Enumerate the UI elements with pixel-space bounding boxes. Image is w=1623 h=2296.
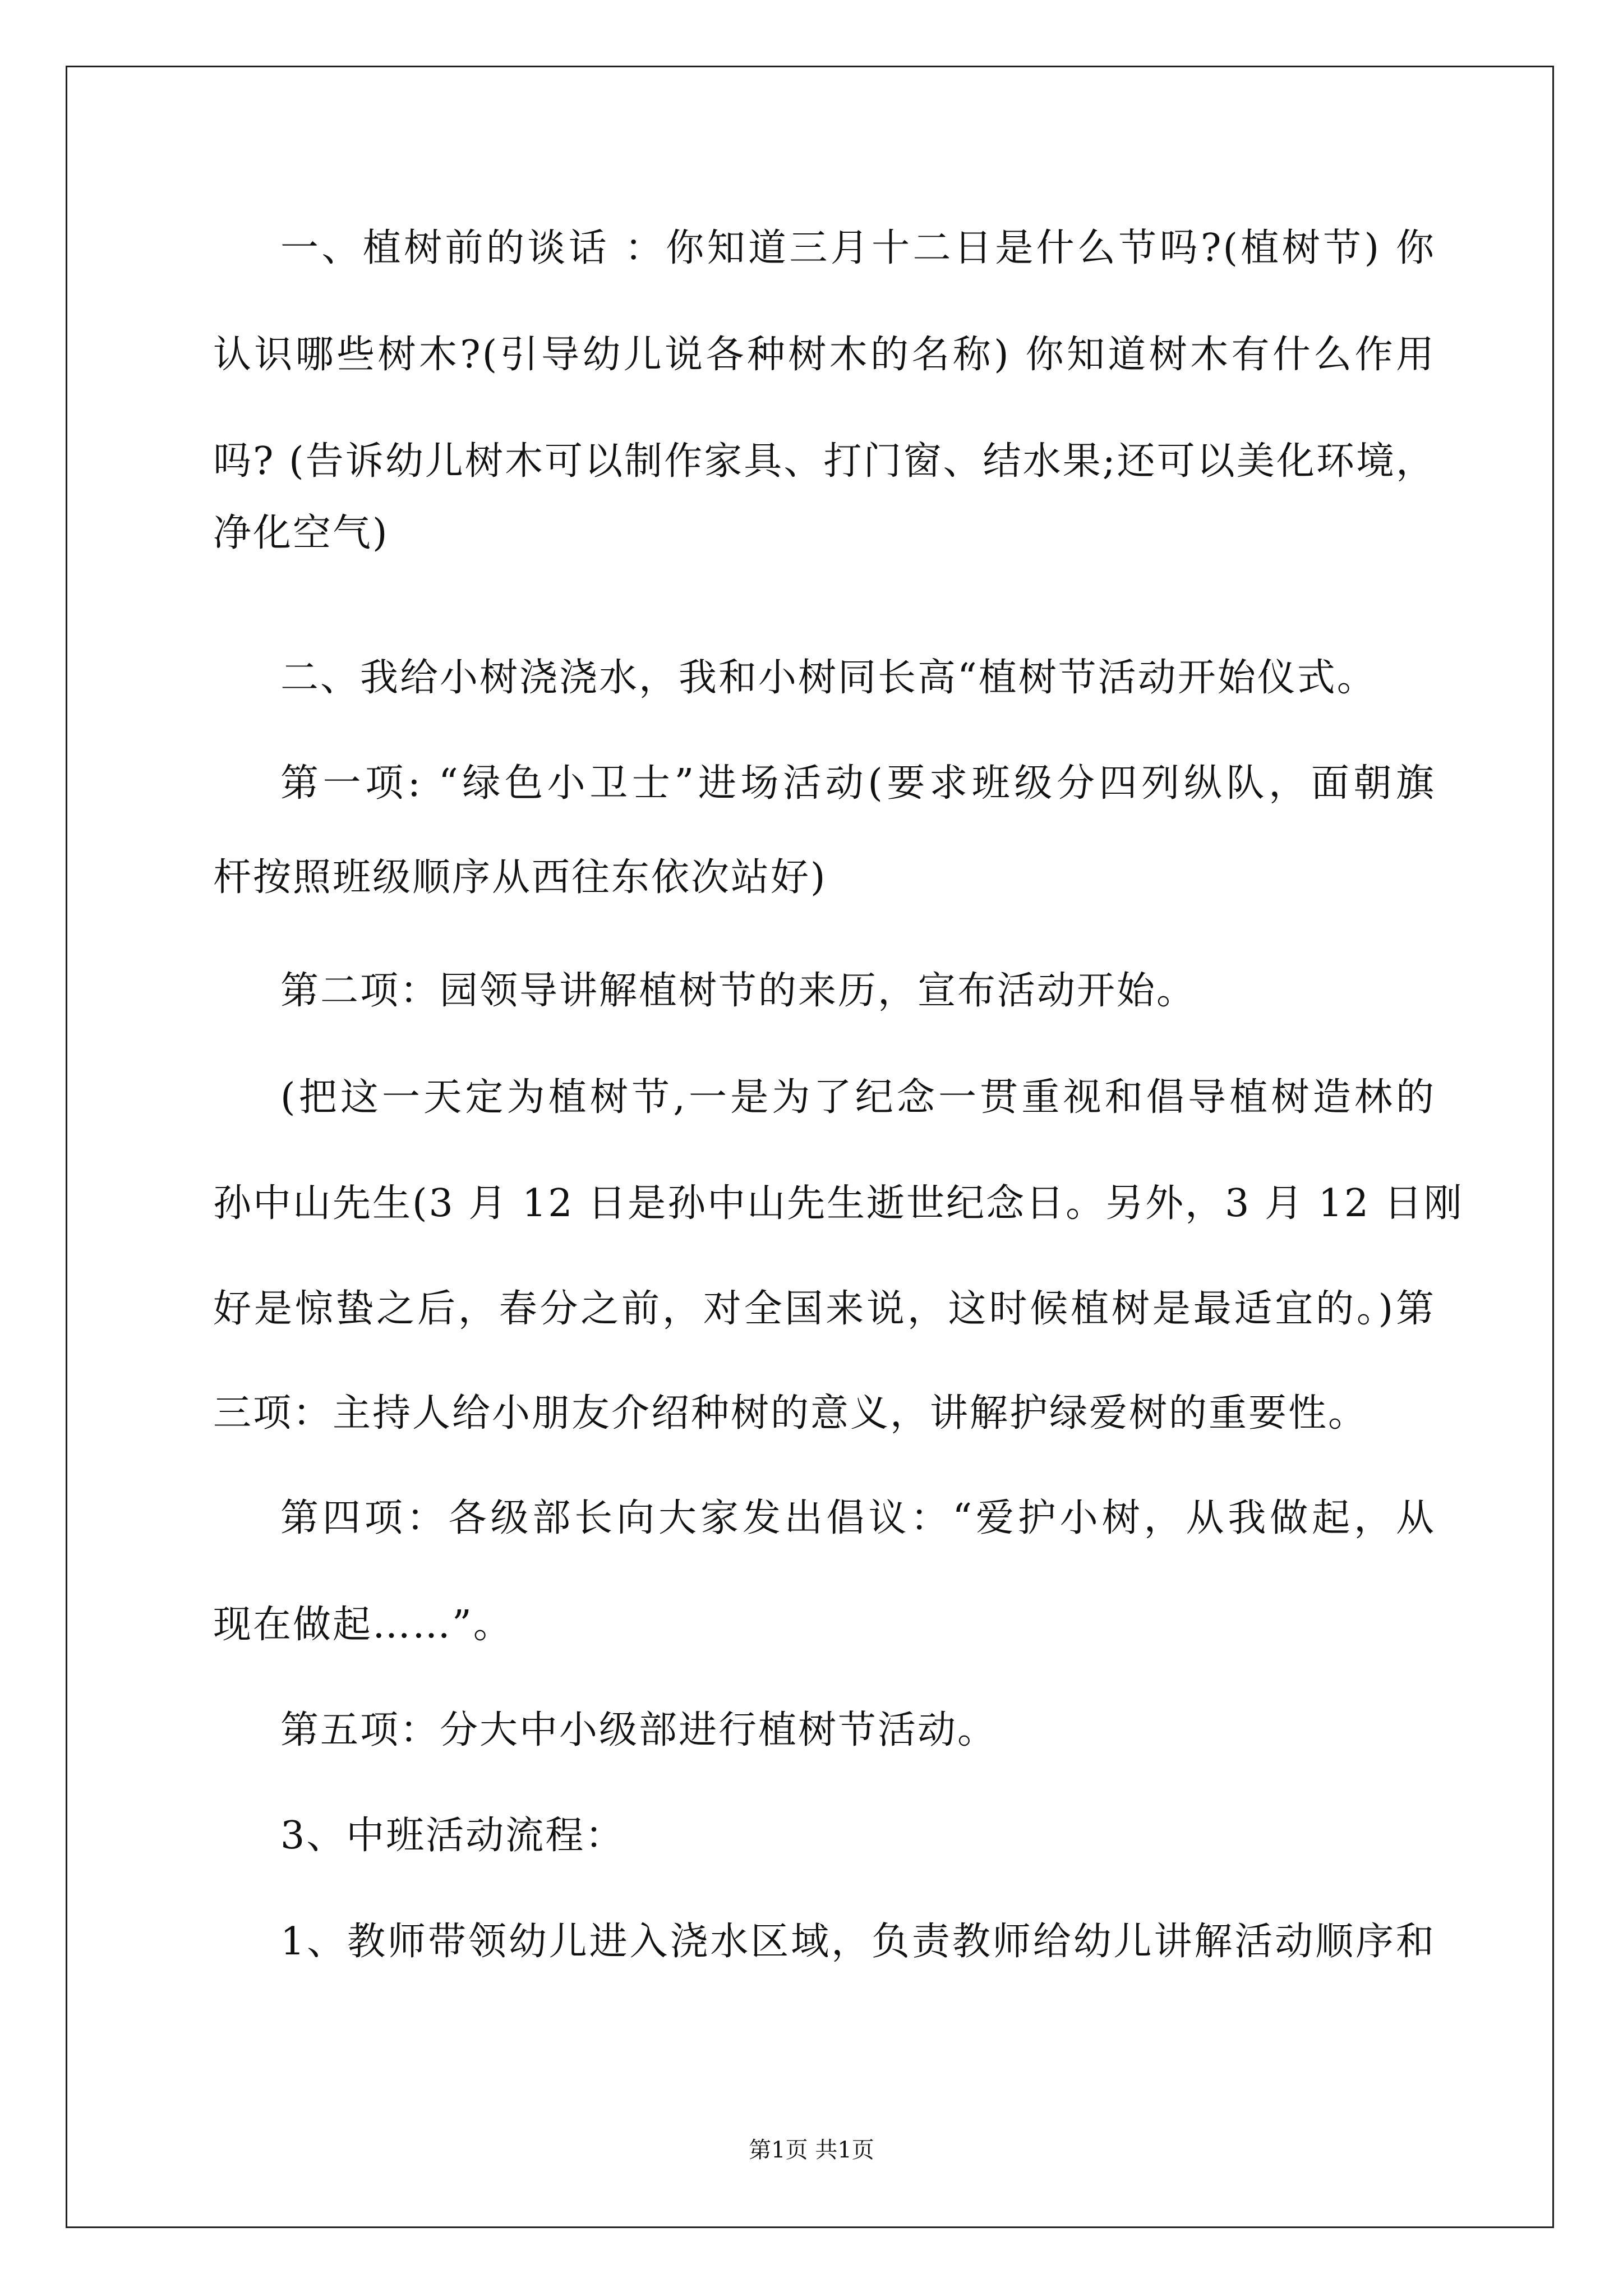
paragraph-line: 第五项：分大中小级部进行植树节活动。 — [280, 1708, 998, 1752]
paragraph-line: 1、教师带领幼儿进入浇水区域，负责教师给幼儿讲解活动顺序和 — [280, 1920, 1436, 1964]
paragraph-line: (把这一天定为植树节,一是为了纪念一贯重视和倡导植树造林的 — [280, 1075, 1436, 1120]
paragraph-line: 二、我给小树浇浇水，我和小树同长高“植树节活动开始仪式。 — [280, 656, 1377, 700]
paragraph-line: 吗? (告诉幼儿树木可以制作家具、打门窗、结水果;还可以美化环境， — [213, 439, 1436, 484]
paragraph-line: 第四项：各级部长向大家发出倡议：“爱护小树，从我做起，从 — [280, 1496, 1436, 1540]
paragraph-line: 一、植树前的谈话 ：你知道三月十二日是什么节吗?(植树节) 你 — [280, 226, 1436, 270]
paragraph-line: 现在做起……”。 — [213, 1603, 513, 1647]
paragraph-line: 孙中山先生(3 月 12 日是孙中山先生逝世纪念日。另外，3 月 12 日刚 — [213, 1181, 1464, 1226]
paragraph-line: 三项：主持人给小朋友介绍种树的意义，讲解护绿爱树的重要性。 — [213, 1391, 1368, 1435]
page-number-footer: 第1页 共1页 — [749, 2137, 874, 2163]
paragraph-line: 杆按照班级顺序从西往东依次站好) — [213, 855, 827, 900]
paragraph-line: 好是惊蛰之后，春分之前，对全国来说，这时候植树是最适宜的。)第 — [213, 1287, 1436, 1331]
page-border — [66, 66, 1554, 2228]
paragraph-line: 净化空气) — [213, 511, 389, 555]
paragraph-line: 第一项: “绿色小卫士”进场活动(要求班级分四列纵队，面朝旗 — [280, 761, 1436, 806]
paragraph-line: 3、中班活动流程： — [280, 1814, 625, 1858]
paragraph-line: 认识哪些树木?(引导幼儿说各种树木的名称) 你知道树木有什么作用 — [213, 333, 1436, 377]
paragraph-line: 第二项：园领导讲解植树节的来历，宣布活动开始。 — [280, 969, 1197, 1013]
